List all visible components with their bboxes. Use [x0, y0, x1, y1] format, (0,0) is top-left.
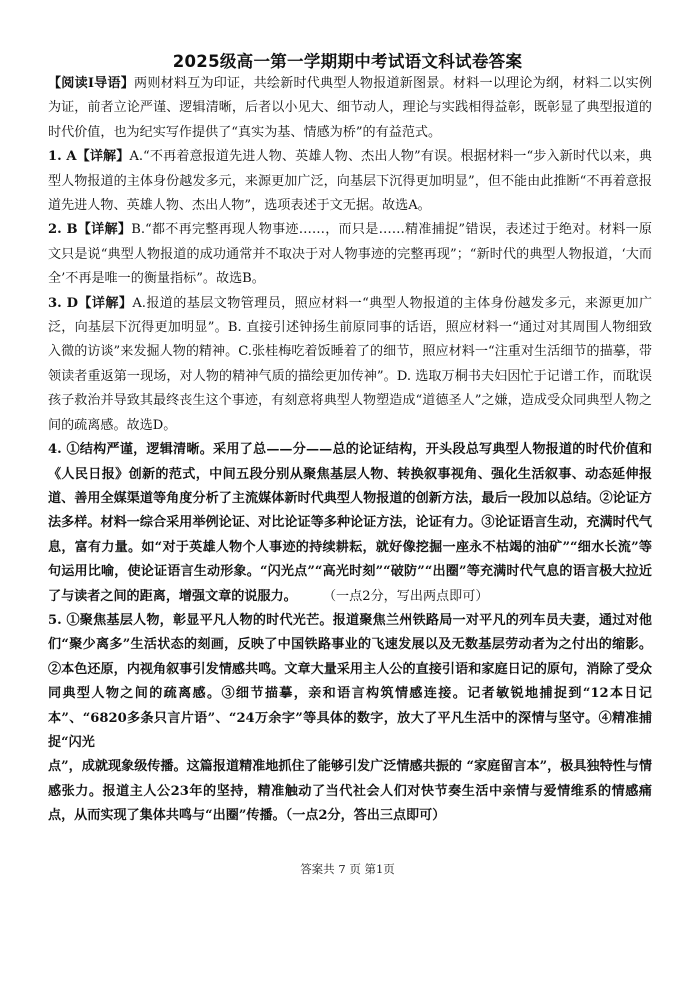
answer-5-part-b: 点”，成就现象级传播。这篇报道精准地抓住了能够引发广泛情感共振的 “家庭留言本”，极具独特性与情感张力。报道主人公23年的坚持，精准触动了当代社会人们对快节奏生活中亲情与爱情维系的情感痛点，从而实现了集体共鸣与“出圈”传播。（一点2分，答出三点即可）	[48, 759, 652, 824]
answer-5-part-a	[48, 609, 652, 755]
answer-3-label: 3. D【详解】	[48, 295, 133, 311]
answer-1-label: 1. A【详解】	[48, 149, 130, 165]
answer-content	[48, 72, 652, 829]
answer-4	[48, 438, 652, 609]
guide-text: 两则材料互为印证，共绘新时代典型人物报道新图景。材料一以理论为纲，材料二以实例为证，前者立论严谨、逻辑清晰，后者以小见大、细节动人，理论与实践相得益彰，既彰显了典型报道的时代价值，也为纪实写作提供了“真实为基、情感为桥”的有益范式。	[48, 76, 653, 140]
answer-5-text-a: ①聚焦基层人物，彰显平凡人物的时代光芒。报道聚焦兰州铁路局一对平凡的列车员夫妻，通过对他们“聚少离多”生活状态的刻画，反映了中国铁路事业的飞速发展以及无数基层劳动者为之付出的缩影。②本色还原，内视角叙事引发情感共鸣。文章大量采用主人公的直接引语和家庭日记的原句，消除了受众同典型人物之间的疏离感。③细节描摹，亲和语言构筑情感连接。记者敏锐地捕捉到“12本日记本”、“6820多条只言片语”、“24万余字”等具体的数字，放大了平凡生活中的深情与坚守。④精准捕捉“闪光	[48, 612, 652, 750]
answer-4-number: 4.	[48, 442, 62, 458]
answer-3-text: A.报道的基层文物管理员，照应材料一“典型人物报道的主体身份越发多元，来源更加广泛，向基层下沉得更加明显”。B. 直接引述钟扬生前原同事的话语，照应材料一“通过对其周围人物细致入微的访谈”来发掘人物的精神。C.张桂梅吃着饭睡着了的细节，照应材料一“注重对生活细节的描摹，带领读者重返第一现场，对人物的精神气质的描绘更加传神”。D. 选取万桐书夫妇因忙于记谱工作，而耽误孩子救治并导致其最终丧生这个事迹，有刻意将典型人物塑造成“道德圣人”之嫌，造成受众同典型人物之间的疏离感。故选D。	[48, 295, 652, 433]
answer-1	[48, 145, 652, 218]
guide-label: 【阅读Ⅰ导语】	[48, 76, 135, 91]
answer-4-text: ①结构严谨，逻辑清晰。采用了总——分——总的论证结构，开头段总写典型人物报道的时代价值和《人民日报》创新的范式，中间五段分别从聚焦基层人物、转换叙事视角、强化生活叙事、动态延伸报道、善用全媒渠道等角度分析了主流媒体新时代典型人物报道的创新方法，最后一段加以总结。②论证方法多样。材料一综合采用举例论证、对比论证等多种论证方法，论证有力。③论证语言生动，充满时代气息，富有力量。如“对于英雄人物个人事迹的持续耕耘，就好像挖掘一座永不枯竭的油矿”“细水长流”等句运用比喻，使论证语言生动形象。“闪光点”“高光时刻”“破防”“出圈”等充满时代气息的语言极大拉近了与读者之间的距离，增强文章的说服力。	[48, 442, 653, 604]
answer-2	[48, 218, 652, 291]
answer-2-label: 2. B【详解】	[48, 222, 132, 238]
answer-1-text: A.“不再着意报道先进人物、英雄人物、杰出人物”有误。根据材料一“步入新时代以来，典型人物报道的主体身份越发多元，来源更加广泛，向基层下沉得更加明显”，但不能由此推断“不再着意报道先进人物、英雄人物、杰出人物”，选项表述于文无据。故选A。	[48, 149, 652, 214]
page-footer: 答案共 7 页 第1页	[300, 862, 395, 876]
answer-4-note: （一点2分，写出两点即可）	[322, 588, 489, 604]
answer-2-text: B.“都不再完整再现人物事迹……，而只是……精准捕捉”错误，表述过于绝对。材料一原文只是说“典型人物报道的成功通常并不取决于对人物事迹的完整再现”；“新时代的典型人物报道，‘大而全’不再是唯一的衡量指标”。故选B。	[48, 222, 653, 287]
guide-paragraph	[48, 72, 652, 145]
page-title: 2025级高一第一学期期中考试语文科试卷答案	[172, 52, 523, 71]
answer-5-number: 5.	[48, 612, 62, 628]
answer-3	[48, 292, 652, 438]
